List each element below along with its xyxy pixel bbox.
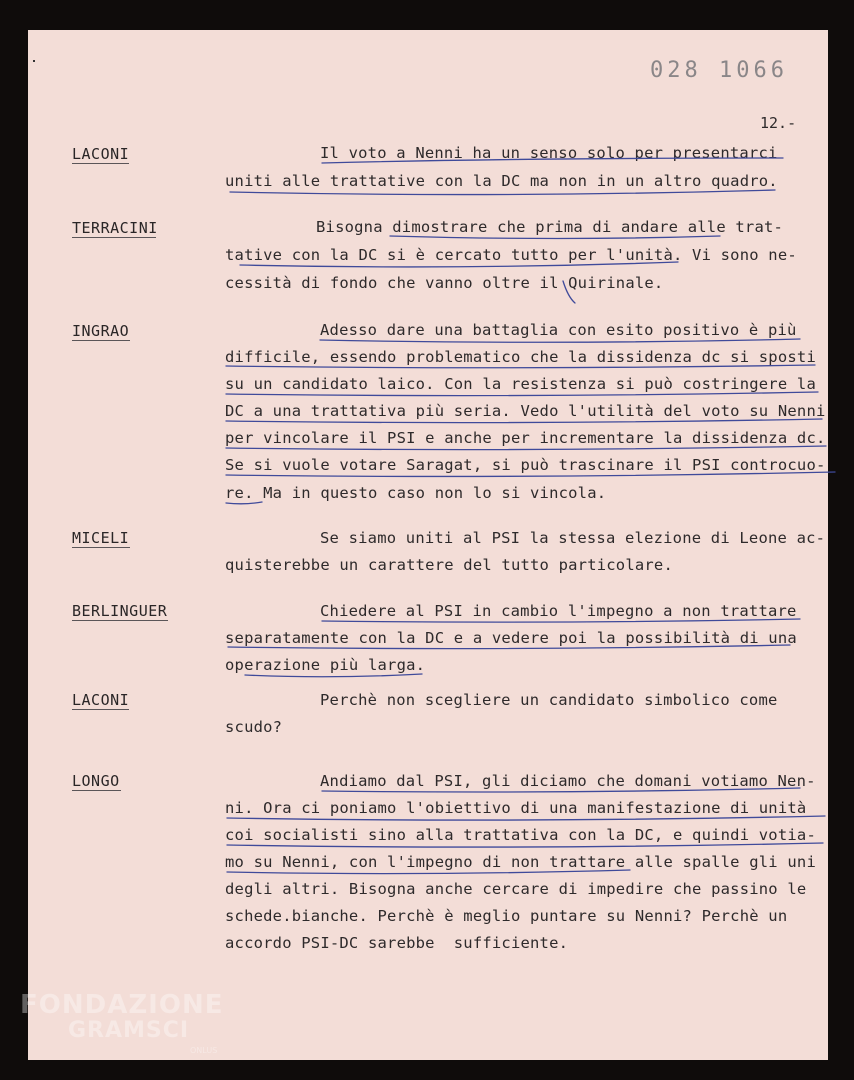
text-line: accordo PSI-DC sarebbe sufficiente. [225, 934, 569, 952]
fondazione-gramsci-watermark [20, 990, 224, 1055]
text-line: DC a una trattativa più seria. Vedo l'utilità del voto su Nenni [225, 402, 826, 420]
text-line: Chiedere al PSI in cambio l'impegno a non trattare [320, 602, 797, 620]
text-line: cessità di fondo che vanno oltre il Quirinale. [225, 274, 664, 292]
speaker-name: LACONI [72, 145, 130, 163]
text-line: uniti alle trattative con la DC ma non in un altro quadro. [225, 172, 778, 190]
text-line: scudo? [225, 718, 283, 736]
text-line: ni. Ora ci poniamo l'obiettivo di una manifestazione di unità [225, 799, 807, 817]
text-line: Perchè non scegliere un candidato simbolico come [320, 691, 778, 709]
text-line: operazione più larga. [225, 656, 426, 674]
text-line: separatamente con la DC e a vedere poi la possibilità di una [225, 629, 797, 647]
text-line: Bisogna dimostrare che prima di andare alle trat- [316, 218, 784, 236]
text-line: Adesso dare una battaglia con esito positivo è più [320, 321, 797, 339]
speaker-name: MICELI [72, 529, 130, 547]
text-line: su un candidato laico. Con la resistenza si può costringere la [225, 375, 816, 393]
text-line: quisterebbe un carattere del tutto particolare. [225, 556, 673, 574]
watermark-line: GRAMSCI [68, 1018, 190, 1043]
text-line: re. Ma in questo caso non lo si vincola. [225, 484, 607, 502]
speaker-name: INGRAO [72, 322, 130, 340]
speaker-name: LONGO [72, 772, 120, 790]
archive-number-stamp: 028 1066 [650, 58, 788, 83]
text-line: Il voto a Nenni ha un senso solo per presentarci [320, 144, 778, 162]
text-line: schede.bianche. Perchè è meglio puntare su Nenni? Perchè un [225, 907, 788, 925]
watermark-line: FONDAZIONE [20, 990, 224, 1020]
text-line: coi socialisti sino alla trattativa con la DC, e quindi votia- [225, 826, 816, 844]
page-number: 12.- [760, 114, 797, 132]
watermark-line: ONLUS [190, 1046, 218, 1055]
text-line: per vincolare il PSI e anche per incrementare la dissidenza dc. [225, 429, 826, 447]
text-line: degli altri. Bisogna anche cercare di impedire che passino le [225, 880, 807, 898]
speaker-name: BERLINGUER [72, 602, 168, 620]
speaker-name: LACONI [72, 691, 130, 709]
text-line: tative con la DC si è cercato tutto per l'unità. Vi sono ne- [225, 246, 797, 264]
text-line: Se si vuole votare Saragat, si può trascinare il PSI controcuo- [225, 456, 826, 474]
text-line: mo su Nenni, con l'impegno di non trattare alle spalle gli uni [225, 853, 816, 871]
text-line: Andiamo dal PSI, gli diciamo che domani votiamo Nen- [320, 772, 816, 790]
text-line: difficile, essendo problematico che la dissidenza dc si sposti [225, 348, 816, 366]
speaker-name: TERRACINI [72, 219, 158, 237]
text-line: Se siamo uniti al PSI la stessa elezione di Leone ac- [320, 529, 826, 547]
